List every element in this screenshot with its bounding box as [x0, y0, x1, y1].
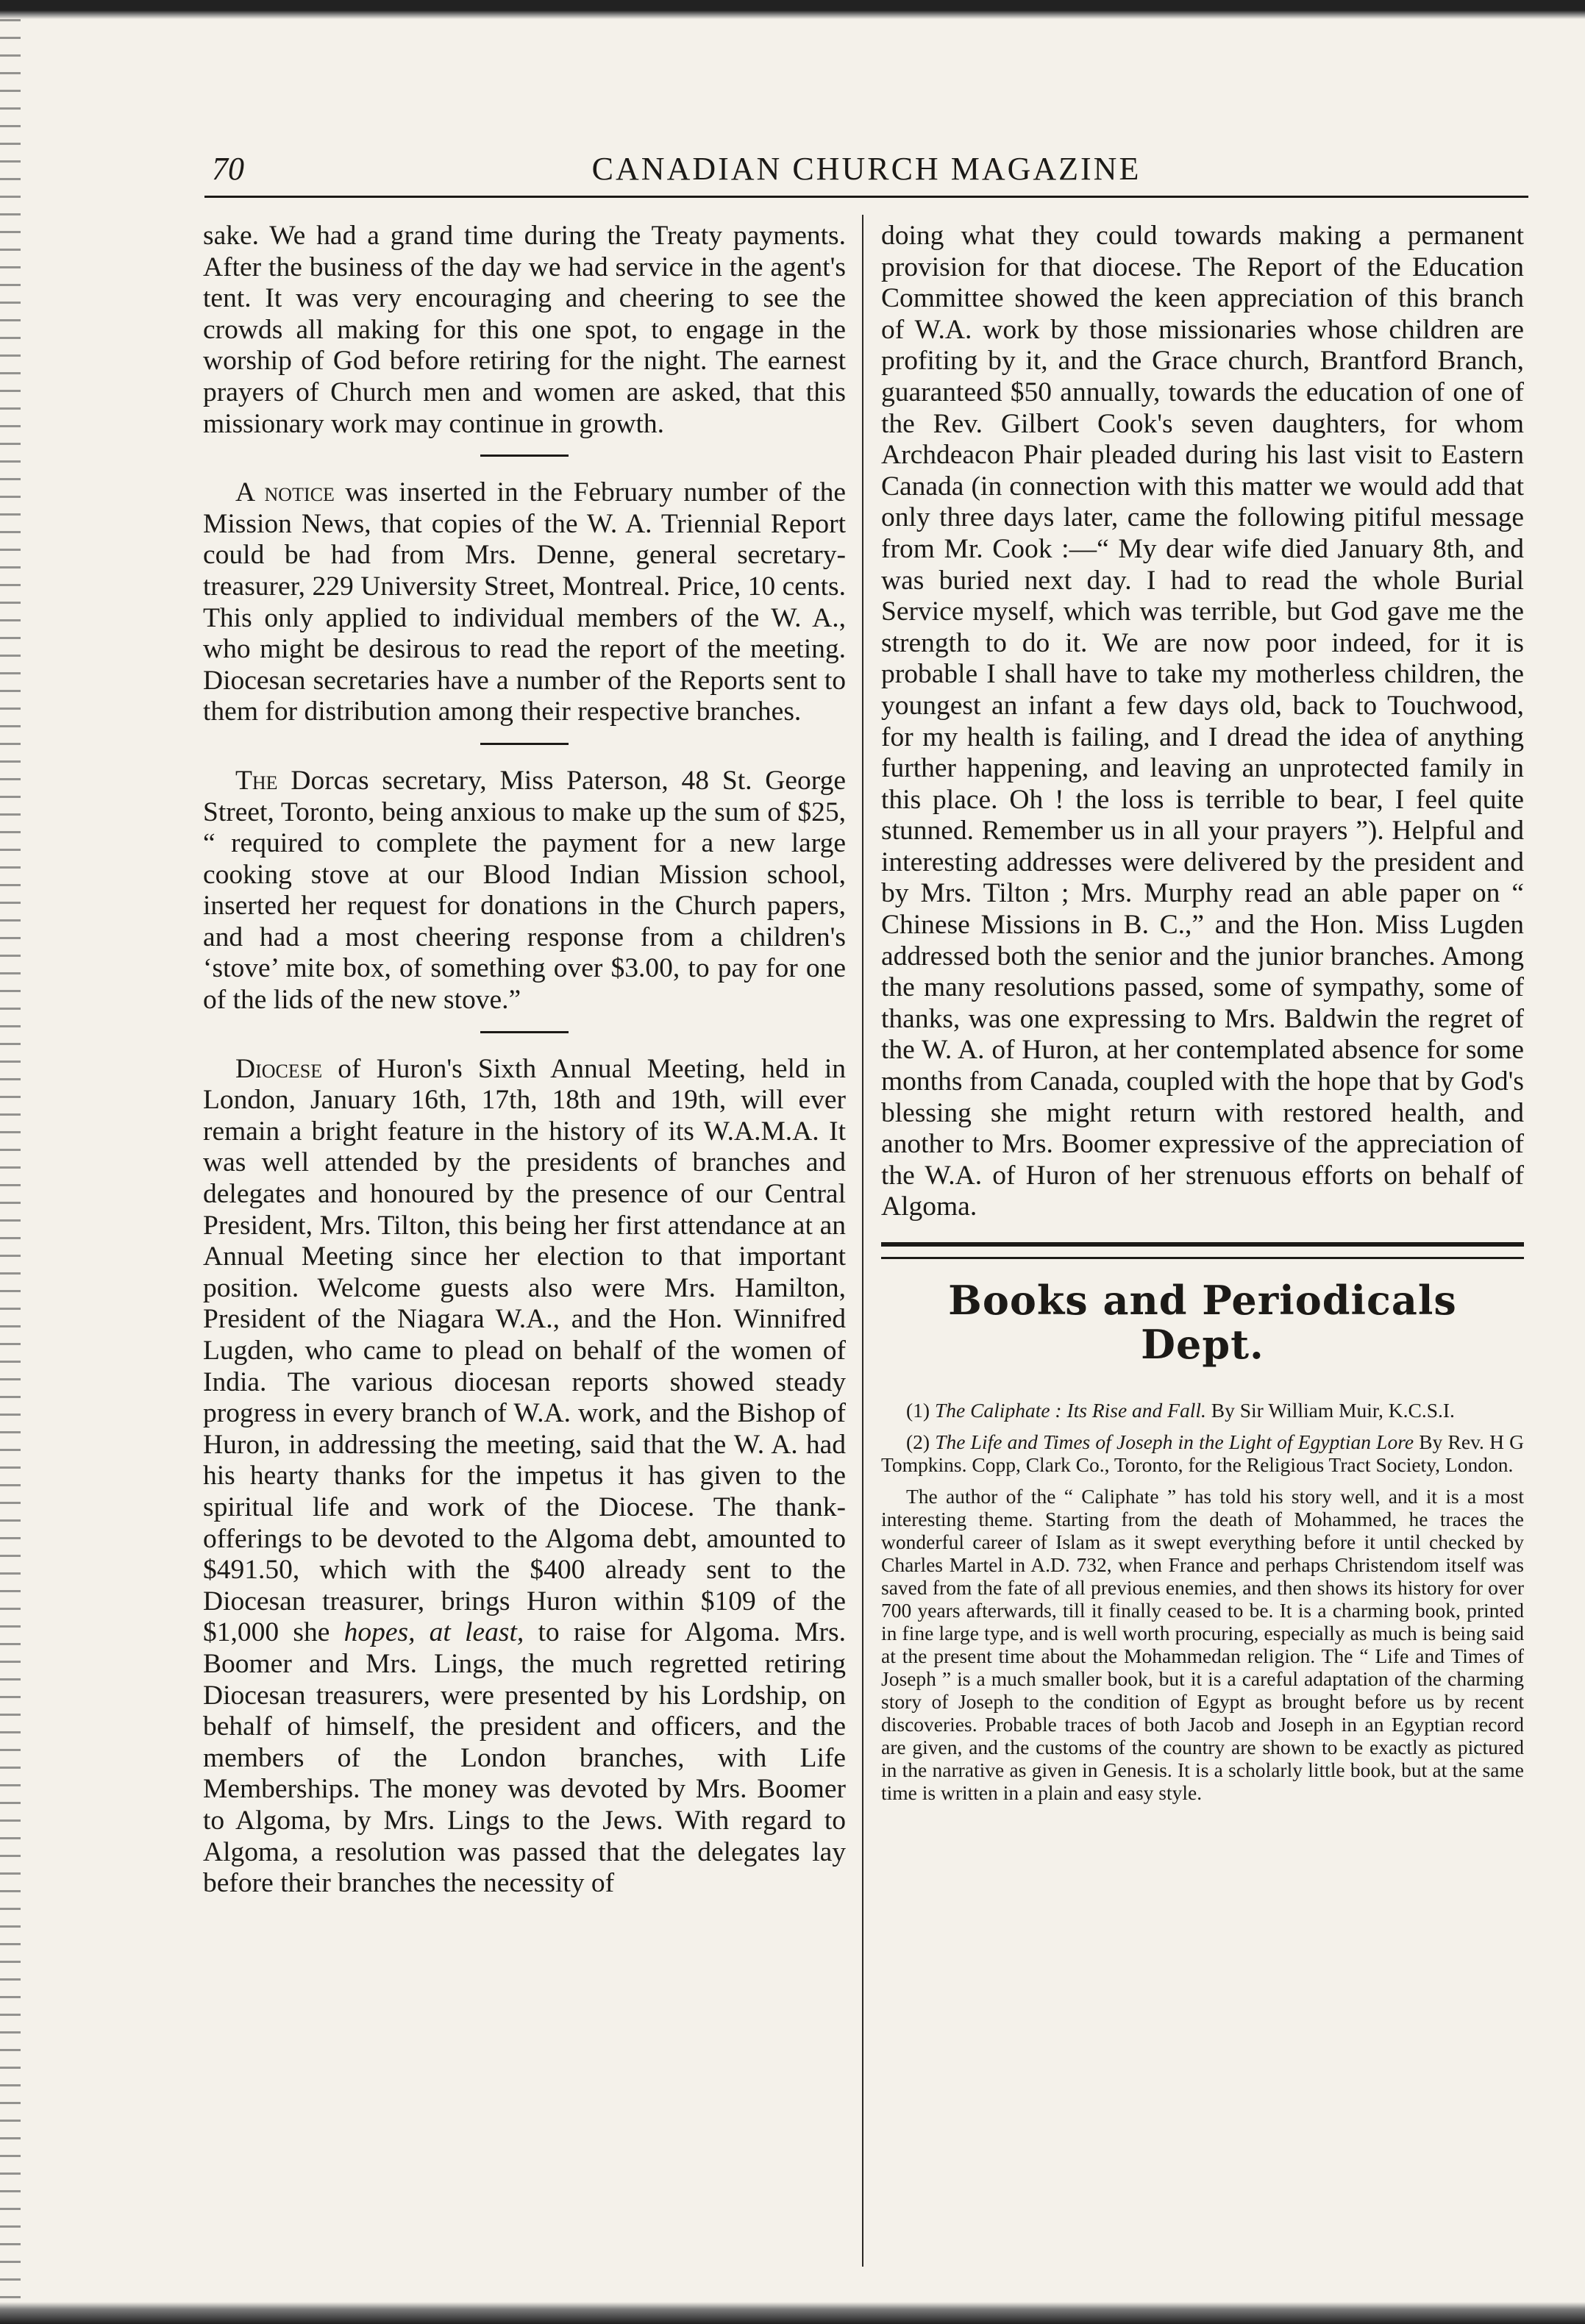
italic-phrase: hopes, at least,: [343, 1617, 524, 1648]
separator-rule: [480, 743, 569, 745]
section-heading-books: Books and Periodicals Dept.: [948, 1277, 1457, 1368]
page-header: [204, 144, 1528, 198]
book-citation: [881, 1399, 1524, 1422]
citation-details: By Rev. H G Tompkins. Copp, Clark Co., Toronto, for the Religious Tract Society, London.: [881, 1430, 1524, 1476]
paragraph-text: of Huron's Sixth Annual Meeting, held in London, January 16th, 17th, 18th and 19th, will ever remain a bright feature in the history of its W.A.M.A. It was well attended by the presidents of branches and delegates and honoured by the presence of our Central President, Mrs. Tilton, this being her first attendance at an Annual Meeting since her election to that important position. Welcome guests also were Mrs. Hamilton, President of the Niagara W.A., and the Hon. Winnifred Lugden, who came to plead on behalf of the women of India. The various diocesan reports showed steady progress in every branch of W.A. work, and the Bishop of Huron, in addressing the meeting, said that the W. A. had his hearty thanks for the impetus it has given to the spiritual life and work of the Diocese. The thank-offerings to be devoted to the Algoma debt, amounted to $491.50, which with the $400 already sent to the Diocesan treasurer, brings Huron within $109 of the $1,000 she: [203, 1053, 846, 1648]
lead-words: Diocese: [235, 1053, 323, 1084]
book-citation: [881, 1430, 1524, 1476]
paragraph-text: Dorcas secretary, Miss Paterson, 48 St. George Street, Toronto, being anxious to make up the sum of $25, “ required to complete the payment for a new large cooking stove at our Blood Indian Mission school, inserted her request for donations in the Church papers, and had a most cheering response from a children's ‘stove’ mite box, of something over $3.00, to pay for one of the lids of the new stove.”: [203, 765, 846, 1016]
scan-edge-bottom: [0, 2302, 1585, 2324]
book-review: [881, 1399, 1524, 1804]
citation-number: (1): [906, 1399, 935, 1422]
scan-edge-top: [0, 0, 1585, 19]
paragraph-dorcas: [203, 766, 846, 1016]
book-title: The Life and Times of Joseph in the Light of Egyptian Lore: [935, 1430, 1414, 1453]
paragraph-notice: [203, 477, 846, 728]
review-text: The author of the “ Caliphate ” has told his story well, and it is a most interesting theme. Starting from the death of Mohammed, he traces the wonderful career of Islam as it swept everything before it until checked by Charles Martel in A.D. 732, when France and perhaps Christendom itself was saved from the fate of all previous enemies, and then shows its history for over 700 years afterwards, till it finally ceased to be. It is a charming book, printed in fine large type, and is well worth procuring, especially as much is being said at the present time about the Mohammedan religion. The “ Life and Times of Joseph ” is a much smaller book, but it is a careful adaptation of the charming story of Joseph to the condition of Egypt as brought before us by recent discoveries. Probable traces of both Jacob and Joseph in an Egyptian record are given, and the customs of the country are shown to be exactly as pictured in the narrative as given in Genesis. It is a scholarly little book, but at the same time is written in a plain and easy style.: [881, 1485, 1524, 1804]
lead-words: A notice: [235, 477, 335, 508]
left-column: [203, 221, 846, 2280]
paragraph-huron-continued: doing what they could towards making a permanent provision for that diocese. The Report of the Education Committee showed the keen appreciation of this branch of W.A. work by those missionaries whose children are profiting by it, and the Grace church, Brantford Branch, guaranteed $50 annually, towards the education of one of the Rev. Gilbert Cook's seven daughters, for whom Archdeacon Phair pleaded during his last visit to Eastern Canada (in connection with this matter we would add that only three days later, came the following pitiful message from Mr. Cook :—“ My dear wife died January 8th, and was buried next day. I had to read the whole Burial Service myself, which was terrible, but God gave me the strength to do it. We are now poor indeed, for it is probable I shall have to take my motherless children, the youngest an infant a few days old, back to Touchwood, for my health is failing, and I dread the idea of anything further happening, and leaving an unprotected family in this place. Oh ! the loss is terrible to bear, I feel quite stunned. Remember us in all your prayers ”). Helpful and interesting addresses were delivered by the president and by Mrs. Tilton ; Mrs. Murphy read an able paper on “ Chinese Missions in B. C.,” and the Hon. Miss Lugden addressed both the senior and the junior branches. Among the many resolutions passed, some of sympathy, some of thanks, was one expressing to Mrs. Baldwin the regret of the W. A. of Huron, at her contemplated absence for some months from Canada, coupled with the hope that by God's blessing she might return with restored health, and another to Mrs. Boomer expressive of the appreciation of the W.A. of Huron of her strenuous efforts on behalf of Algoma.: [881, 221, 1524, 1222]
running-title: CANADIAN CHURCH MAGAZINE: [591, 151, 1141, 187]
separator-rule: [480, 1031, 569, 1033]
lead-words: The: [235, 765, 278, 796]
right-column: [881, 221, 1524, 2280]
citation-details: By Sir William Muir, K.C.S.I.: [1205, 1399, 1455, 1422]
paragraph-text: was inserted in the February number of the Mission News, that copies of the W. A. Triennial Report could be had from Mrs. Denne, general secretary-treasurer, 229 University Street, Montreal. Price, 10 cents. This only applied to individual members of the W. A., who might be desirous to read the report of the meeting. Diocesan secretaries have a number of the Reports sent to them for distribution among their respective branches.: [203, 477, 846, 727]
page-number: 70: [212, 151, 244, 187]
citation-number: (2): [906, 1430, 936, 1453]
paragraph-huron-meeting: [203, 1054, 846, 1900]
book-title: The Caliphate : Its Rise and Fall.: [934, 1399, 1206, 1422]
section-double-rule: [881, 1242, 1524, 1259]
separator-rule: [480, 455, 569, 457]
paragraph-treaty-payments: sake. We had a grand time during the Treaty payments. After the business of the day we had service in the agent's tent. It was very encouraging and cheering to see the crowds all making for this one spot, to engage in the worship of God before retiring for the night. The earnest prayers of Church men and women are asked, that this missionary work may continue in growth.: [203, 221, 846, 439]
scan-edge-left: [0, 19, 21, 2302]
column-divider: [862, 215, 863, 2267]
paragraph-text: to raise for Algoma. Mrs. Boomer and Mrs. Lings, the much regretted retiring Diocesan treasurers, were presented by his Lordship, on behalf of himself, the president and officers, and the members of the London branches, with Life Memberships. The money was devoted by Mrs. Boomer to Algoma, by Mrs. Lings to the Jews. With regard to Algoma, a resolution was passed that the delegates lay before their branches the necessity of: [203, 1617, 846, 1899]
